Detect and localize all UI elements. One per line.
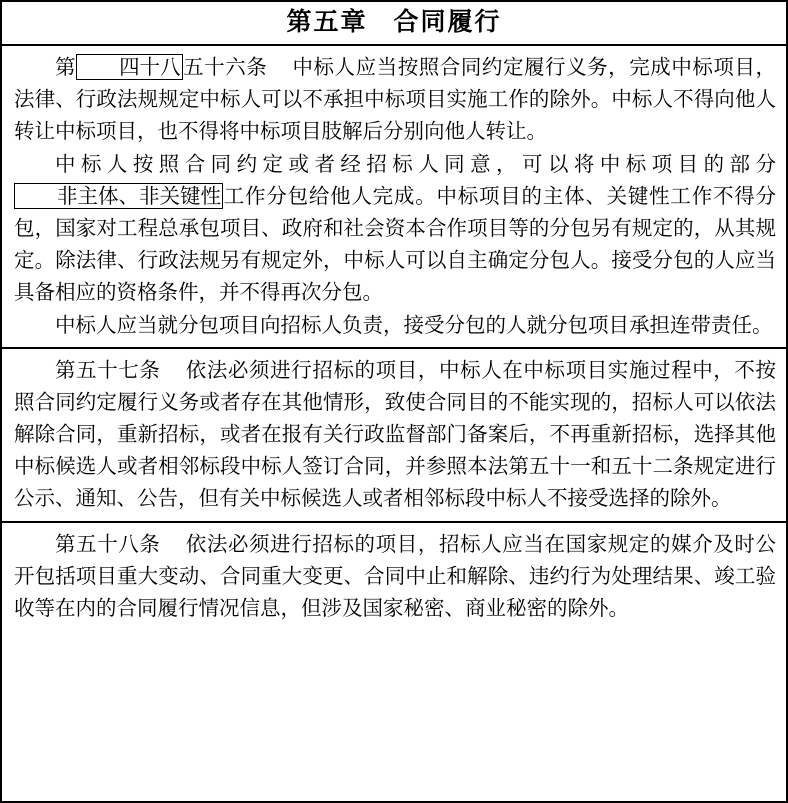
- highlighted-text-box: 四十八: [76, 54, 183, 80]
- body-text: 第五十七条: [55, 358, 161, 383]
- body-text: 中标人应当就分包项目向招标人负责，接受分包的人就分包项目承担连带责任。: [55, 312, 773, 337]
- article-section: [2, 521, 786, 631]
- body-text: 依法必须进行招标的项目，招标人应当在国家规定的媒介及时公开包括项目重大变动、合同重大变更、合同中止和解除、违约行为处理结果、竣工验收等在内的合同履行情况信息，但涉及国家秘密、商业秘密的除外。: [14, 532, 777, 621]
- chapter-heading: [2, 2, 786, 46]
- sections-container: [2, 46, 786, 631]
- chapter-number: 第五章: [286, 7, 368, 36]
- chapter-name: 合同履行: [393, 7, 502, 36]
- paragraph: [14, 149, 776, 309]
- body-text: 中标人应当按照合同约定履行义务，完成中标项目，法律、行政法规规定中标人可以不承担中标项目实施工作的除外。中标人不得向他人转让中标项目，也不得将中标项目肢解后分别向他人转让。: [14, 54, 777, 143]
- paragraph: [14, 310, 776, 342]
- article-section: [2, 46, 786, 348]
- body-text: 五十六条: [182, 54, 268, 79]
- body-text: 工作分包给他人完成。中标项目的主体、关键性工作不得分包，国家对工程总承包项目、政府和社会资本合作项目等的分包另有规定的，从其规定。除法律、行政法规另有规定外，中标人可以自主确定分包人。接受分包的人应当具备相应的资格条件，并不得再次分包。: [14, 183, 776, 304]
- body-text: 第: [55, 54, 77, 79]
- body-text: 依法必须进行招标的项目，中标人在中标项目实施过程中，不按照合同约定履行义务或者存在其他情形，致使合同目的不能实现的，招标人可以依法解除合同，重新招标，或者在报有关行政监督部门备案后，不再重新招标，选择其他中标候选人或者相邻标段中标人签订合同，并参照本法第五十一和五十二条规定进行公示、通知、公告，但有关中标候选人或者相邻标段中标人不接受选择的除外。: [14, 358, 777, 511]
- body-text: 第五十八条: [55, 532, 161, 557]
- highlighted-text-box: 非主体、非关键性: [14, 183, 223, 209]
- paragraph: [14, 529, 776, 625]
- paragraph: [14, 52, 776, 148]
- body-text: 中标人按照合同约定或者经招标人同意，可以将中标项目的部分: [55, 151, 776, 176]
- article-section: [2, 347, 786, 521]
- paragraph: [14, 355, 776, 515]
